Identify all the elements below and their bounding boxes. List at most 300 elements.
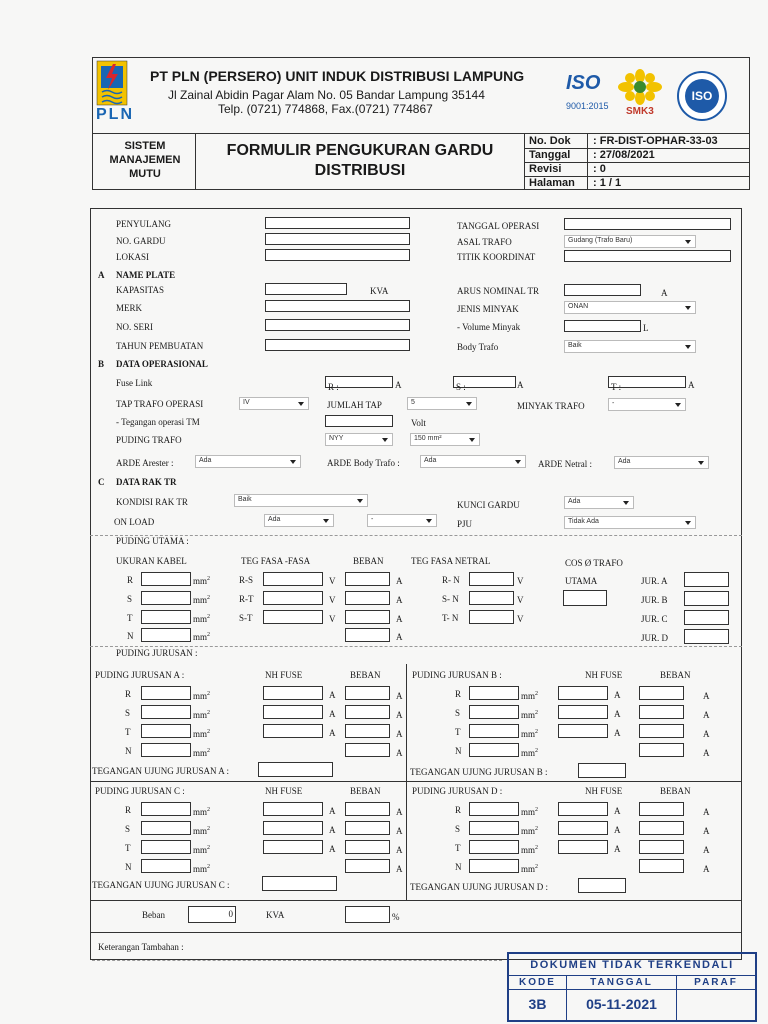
label-volume-minyak: - Volume Minyak bbox=[457, 322, 521, 332]
utama-fn-input-1[interactable] bbox=[469, 591, 514, 605]
jurusan-d-beban-unit: A bbox=[703, 807, 710, 817]
label-tahun-pembuatan: TAHUN PEMBUATAN bbox=[116, 341, 204, 351]
jurusan-b-kabel-r-input[interactable] bbox=[469, 686, 519, 700]
utama-beban-unit: A bbox=[396, 595, 403, 605]
jurusan-a-tegangan-input[interactable] bbox=[258, 762, 333, 777]
on-load-detail-select[interactable]: - bbox=[367, 514, 437, 527]
fuse-link-s-unit: A bbox=[517, 380, 524, 390]
fuse-link-r-unit: A bbox=[395, 380, 402, 390]
jurusan-c-beban-unit: A bbox=[396, 826, 403, 836]
jurusan-c-phase-label: N bbox=[125, 862, 132, 872]
label-kunci-gardu: KUNCI GARDU bbox=[457, 500, 520, 510]
jurusan-b-beban-r-input[interactable] bbox=[639, 686, 684, 700]
utama-fn-unit: V bbox=[517, 576, 524, 586]
chevron-down-icon bbox=[685, 521, 691, 525]
jurusan-d-beban-unit: A bbox=[703, 864, 710, 874]
label-puding-trafo: PUDING TRAFO bbox=[116, 435, 182, 445]
jurusan-c-beban-s-input[interactable] bbox=[345, 821, 390, 835]
utama-ff-input-1[interactable] bbox=[263, 591, 323, 605]
jurusan-b-beban-s-input[interactable] bbox=[639, 705, 684, 719]
utama-jur-label: JUR. C bbox=[641, 614, 668, 624]
jurusan-b-kabel-n-input[interactable] bbox=[469, 743, 519, 757]
label-pju: PJU bbox=[457, 519, 473, 529]
stamp-tanggal-label: TANGGAL bbox=[590, 977, 653, 988]
fuse-link-r-input[interactable]: R : bbox=[325, 376, 393, 388]
fuse-link-t-input[interactable]: T : bbox=[608, 376, 686, 388]
jurusan-b-beban-label: BEBAN bbox=[660, 670, 691, 680]
jurusan-d-kabel-unit: $mm^2$ bbox=[521, 826, 539, 836]
iso-year: 9001:2015 bbox=[566, 101, 609, 111]
puding-jurusan-title: PUDING JURUSAN : bbox=[116, 648, 198, 658]
puding-utama-title: PUDING UTAMA : bbox=[116, 536, 189, 546]
fuse-link-t-unit: A bbox=[688, 380, 695, 390]
jurusan-c-beban-n-input[interactable] bbox=[345, 859, 390, 873]
jurusan-c-phase-label: S bbox=[125, 824, 131, 834]
jurusan-d-phase-label: T bbox=[455, 843, 461, 853]
section-c-title: DATA RAK TR bbox=[116, 477, 177, 487]
certified-badge-icon bbox=[676, 70, 728, 122]
doc-meta-key-1: Tanggal bbox=[529, 149, 571, 161]
certified-badge-iso: ISO bbox=[691, 89, 713, 103]
label-tap-trafo: TAP TRAFO OPERASI bbox=[116, 399, 204, 409]
jurusan-c-nh-fuse-input-1[interactable] bbox=[263, 821, 323, 835]
jurusan-c-kabel-unit: $mm^2$ bbox=[193, 807, 211, 817]
lokasi-input[interactable] bbox=[265, 249, 410, 261]
company-phone: Telp. (0721) 774868, Fax.(0721) 774867 bbox=[218, 102, 433, 116]
utama-fn-label: R- N bbox=[442, 575, 460, 585]
iso-label: ISO bbox=[566, 72, 601, 94]
label-merk: MERK bbox=[116, 303, 143, 313]
doc-meta-table bbox=[525, 134, 750, 190]
label-jumlah-tap: JUMLAH TAP bbox=[327, 400, 382, 410]
jurusan-c-nh-fuse-input-2[interactable] bbox=[263, 840, 323, 854]
company-name: PT PLN (PERSERO) UNIT INDUK DISTRIBUSI LAMPUNG bbox=[150, 68, 525, 84]
form-title: FORMULIR PENGUKURAN GARDU DISTRIBUSI bbox=[226, 142, 494, 179]
jurusan-a-kabel-n-input[interactable] bbox=[141, 743, 191, 757]
tap-trafo-select[interactable]: IV bbox=[239, 397, 309, 410]
jurusan-a-beban-n-input[interactable] bbox=[345, 743, 390, 757]
jurusan-d-kabel-unit: $mm^2$ bbox=[521, 864, 539, 874]
label-body-trafo: Body Trafo bbox=[457, 342, 499, 352]
utama-kabel-unit: $mm^2$ bbox=[193, 576, 211, 586]
jurusan-a-kabel-unit: $mm^2$ bbox=[193, 729, 211, 739]
label-utama-beban: BEBAN bbox=[353, 556, 384, 566]
arde-body-select[interactable]: Ada bbox=[420, 455, 526, 468]
titik-koordinat-input[interactable] bbox=[564, 250, 731, 262]
chevron-down-icon bbox=[685, 306, 691, 310]
jurusan-c-beban-unit: A bbox=[396, 845, 403, 855]
jurusan-b-beban-unit: A bbox=[703, 710, 710, 720]
doc-meta-key-3: Halaman bbox=[529, 177, 575, 189]
jurusan-c-nh-fuse-label: NH FUSE bbox=[265, 786, 303, 796]
arus-nominal-input[interactable] bbox=[564, 284, 641, 296]
no-gardu-input[interactable] bbox=[265, 233, 410, 245]
penyulang-input[interactable] bbox=[265, 217, 410, 229]
utama-jur-input-1[interactable] bbox=[684, 591, 729, 606]
section-a-letter: A bbox=[98, 270, 105, 280]
jurusan-a-tegangan-label: TEGANGAN UJUNG JURUSAN A : bbox=[92, 766, 230, 776]
chevron-down-icon bbox=[466, 402, 472, 406]
jurusan-c-kabel-unit: $mm^2$ bbox=[193, 826, 211, 836]
chevron-down-icon bbox=[469, 438, 475, 442]
jurusan-b-tegangan-input[interactable] bbox=[578, 763, 626, 778]
body-trafo-select[interactable]: Baik bbox=[564, 340, 696, 353]
jurusan-b-phase-label: R bbox=[455, 689, 462, 699]
arde-arester-select[interactable]: Ada bbox=[195, 455, 301, 468]
utama-phase-label: T bbox=[127, 613, 133, 623]
doc-meta-key-0: No. Dok bbox=[529, 135, 571, 147]
label-ukuran-kabel: UKURAN KABEL bbox=[116, 556, 187, 566]
utama-fn-label: T- N bbox=[442, 613, 459, 623]
utama-fn-input-0[interactable] bbox=[469, 572, 514, 586]
stamp-title: DOKUMEN TIDAK TERKENDALI bbox=[530, 959, 734, 971]
stamp-kode-label: KODE bbox=[519, 977, 556, 988]
jurusan-d-beban-unit: A bbox=[703, 826, 710, 836]
sistem-manajemen-mutu: SISTEM MANAJEMEN MUTU bbox=[109, 140, 181, 180]
jurusan-b-tegangan-label: TEGANGAN UJUNG JURUSAN B : bbox=[410, 767, 548, 777]
jurusan-a-kabel-r-input[interactable] bbox=[141, 686, 191, 700]
utama-phase-label: S bbox=[127, 594, 133, 604]
beban-total-unit: KVA bbox=[266, 910, 285, 920]
utama-ff-label: R-S bbox=[239, 575, 254, 585]
chevron-down-icon bbox=[290, 460, 296, 464]
kapasitas-input[interactable] bbox=[265, 283, 347, 295]
section-c-letter: C bbox=[98, 477, 105, 487]
jurusan-a-beban-r-input[interactable] bbox=[345, 686, 390, 700]
utama-jur-label: JUR. B bbox=[641, 595, 668, 605]
jurusan-a-kabel-unit: $mm^2$ bbox=[193, 691, 211, 701]
utama-beban-r-input[interactable] bbox=[345, 572, 390, 586]
utama-beban-t-input[interactable] bbox=[345, 610, 390, 624]
jurusan-d-kabel-r-input[interactable] bbox=[469, 802, 519, 816]
utama-ff-label: R-T bbox=[239, 594, 254, 604]
utama-ff-unit: V bbox=[329, 576, 336, 586]
utama-kabel-unit: $mm^2$ bbox=[193, 614, 211, 624]
label-jenis-minyak: JENIS MINYAK bbox=[457, 304, 519, 314]
jurusan-a-beban-t-input[interactable] bbox=[345, 724, 390, 738]
chevron-down-icon bbox=[357, 499, 363, 503]
pln-logo-text: PLN bbox=[96, 106, 134, 123]
utama-jur-label: JUR. A bbox=[641, 576, 668, 586]
chevron-down-icon bbox=[426, 519, 432, 523]
stamp-kode-value: 3B bbox=[528, 996, 547, 1012]
label-asal-trafo: ASAL TRAFO bbox=[457, 237, 512, 247]
jurusan-a-kabel-unit: $mm^2$ bbox=[193, 748, 211, 758]
jurusan-b-beban-unit: A bbox=[703, 691, 710, 701]
jurusan-a-beban-unit: A bbox=[396, 729, 403, 739]
arde-netral-select[interactable]: Ada bbox=[614, 456, 709, 469]
label-no-seri: NO. SERI bbox=[116, 322, 154, 332]
jurusan-d-kabel-unit: $mm^2$ bbox=[521, 845, 539, 855]
jurusan-a-title: PUDING JURUSAN A : bbox=[95, 670, 185, 680]
label-arde-netral: ARDE Netral : bbox=[538, 459, 592, 469]
puding-trafo-select[interactable]: NYY bbox=[325, 433, 393, 446]
jurusan-b-kabel-t-input[interactable] bbox=[469, 724, 519, 738]
jurusan-c-kabel-r-input[interactable] bbox=[141, 802, 191, 816]
jurusan-d-beban-n-input[interactable] bbox=[639, 859, 684, 873]
iso-logo bbox=[566, 72, 609, 111]
jurusan-b-nh-fuse-unit: A bbox=[614, 690, 621, 700]
jurusan-c-beban-unit: A bbox=[396, 864, 403, 874]
label-lokasi: LOKASI bbox=[116, 252, 149, 262]
utama-kabel-r-input[interactable] bbox=[141, 572, 191, 586]
jurusan-c-kabel-unit: $mm^2$ bbox=[193, 864, 211, 874]
jurusan-c-tegangan-input[interactable] bbox=[262, 876, 337, 891]
jurusan-d-kabel-n-input[interactable] bbox=[469, 859, 519, 873]
label-penyulang: PENYULANG bbox=[116, 219, 171, 229]
utama-kabel-unit: $mm^2$ bbox=[193, 632, 211, 642]
doc-meta-val-3: : 1 / 1 bbox=[593, 177, 622, 189]
minyak-trafo-select[interactable]: - bbox=[608, 398, 686, 411]
pju-select[interactable]: Tidak Ada bbox=[564, 516, 696, 529]
utama-fn-label: S- N bbox=[442, 594, 459, 604]
jurusan-b-kabel-unit: $mm^2$ bbox=[521, 710, 539, 720]
beban-total-input[interactable]: 0 bbox=[188, 906, 236, 923]
tanggal-operasi-input[interactable] bbox=[564, 218, 731, 230]
doc-meta-val-1: : 27/08/2021 bbox=[593, 149, 655, 161]
utama-jur-label: JUR. D bbox=[641, 633, 669, 643]
kunci-gardu-select[interactable]: Ada bbox=[564, 496, 634, 509]
jurusan-c-beban-label: BEBAN bbox=[350, 786, 381, 796]
jurusan-a-kabel-unit: $mm^2$ bbox=[193, 710, 211, 720]
jurusan-d-phase-label: N bbox=[455, 862, 462, 872]
utama-phase-label: N bbox=[127, 631, 134, 641]
jurusan-b-nh-fuse-unit: A bbox=[614, 728, 621, 738]
doc-meta-key-2: Revisi bbox=[529, 163, 562, 175]
utama-beban-n-input[interactable] bbox=[345, 628, 390, 642]
no-seri-input[interactable] bbox=[265, 319, 410, 331]
jurusan-a-phase-label: R bbox=[125, 689, 132, 699]
utama-ff-unit: V bbox=[329, 614, 336, 624]
utama-beban-unit: A bbox=[396, 632, 403, 642]
label-kapasitas: KAPASITAS bbox=[116, 285, 164, 295]
jurusan-c-beban-t-input[interactable] bbox=[345, 840, 390, 854]
utama-ff-unit: V bbox=[329, 595, 336, 605]
jurusan-d-kabel-t-input[interactable] bbox=[469, 840, 519, 854]
beban-percent-input[interactable] bbox=[345, 906, 390, 923]
utama-fn-unit: V bbox=[517, 614, 524, 624]
jurusan-d-nh-fuse-input-2[interactable] bbox=[558, 840, 608, 854]
puding-trafo-size-select[interactable]: 150 mm² bbox=[410, 433, 480, 446]
tegangan-tm-input[interactable] bbox=[325, 415, 393, 427]
jurusan-a-beban-s-input[interactable] bbox=[345, 705, 390, 719]
jurusan-d-beban-t-input[interactable] bbox=[639, 840, 684, 854]
jurusan-d-kabel-unit: $mm^2$ bbox=[521, 807, 539, 817]
jurusan-c-phase-label: R bbox=[125, 805, 132, 815]
utama-kabel-t-input[interactable] bbox=[141, 610, 191, 624]
label-no-gardu: NO. GARDU bbox=[116, 236, 166, 246]
label-utama: UTAMA bbox=[565, 576, 598, 586]
label-teg-fasa-netral: TEG FASA NETRAL bbox=[411, 556, 491, 566]
jurusan-a-beban-unit: A bbox=[396, 710, 403, 720]
jurusan-d-nh-fuse-unit: A bbox=[614, 844, 621, 854]
jurusan-b-nh-fuse-unit: A bbox=[614, 709, 621, 719]
smk3-logo bbox=[612, 68, 668, 118]
label-cos-trafo: COS Ø TRAFO bbox=[565, 558, 623, 568]
label-beban-total: Beban bbox=[142, 910, 165, 920]
jurusan-d-tegangan-input[interactable] bbox=[578, 878, 626, 893]
volume-minyak-input[interactable] bbox=[564, 320, 641, 332]
doc-meta-val-0: : FR-DIST-OPHAR-33-03 bbox=[593, 135, 718, 147]
jurusan-a-kabel-s-input[interactable] bbox=[141, 705, 191, 719]
utama-ff-input-0[interactable] bbox=[263, 572, 323, 586]
jurusan-c-kabel-t-input[interactable] bbox=[141, 840, 191, 854]
label-on-load: ON LOAD bbox=[114, 517, 155, 527]
jurusan-d-tegangan-label: TEGANGAN UJUNG JURUSAN D : bbox=[410, 882, 549, 892]
jurusan-b-phase-label: N bbox=[455, 746, 462, 756]
jurusan-c-kabel-s-input[interactable] bbox=[141, 821, 191, 835]
jurusan-c-beban-unit: A bbox=[396, 807, 403, 817]
chevron-down-icon bbox=[623, 501, 629, 505]
kondisi-rak-select[interactable]: Baik bbox=[234, 494, 368, 507]
kapasitas-unit: KVA bbox=[370, 286, 389, 296]
utama-kabel-unit: $mm^2$ bbox=[193, 595, 211, 605]
section-b-title: DATA OPERASIONAL bbox=[116, 359, 208, 369]
cos-utama-input[interactable] bbox=[563, 590, 607, 606]
label-arus-nominal: ARUS NOMINAL TR bbox=[457, 286, 540, 296]
utama-jur-input-3[interactable] bbox=[684, 629, 729, 644]
label-tegangan-tm: - Tegangan operasi TM bbox=[116, 417, 200, 427]
chevron-down-icon bbox=[323, 519, 329, 523]
jurusan-d-beban-label: BEBAN bbox=[660, 786, 691, 796]
beban-percent-unit: % bbox=[392, 912, 400, 922]
uncontrolled-doc-stamp bbox=[507, 952, 757, 1022]
label-tanggal-operasi: TANGGAL OPERASI bbox=[457, 221, 540, 231]
jurusan-a-beban-unit: A bbox=[396, 748, 403, 758]
chevron-down-icon bbox=[685, 240, 691, 244]
jurusan-b-phase-label: S bbox=[455, 708, 461, 718]
jurusan-d-beban-r-input[interactable] bbox=[639, 802, 684, 816]
chevron-down-icon bbox=[382, 438, 388, 442]
label-keterangan: Keterangan Tambahan : bbox=[98, 942, 184, 952]
utama-beban-s-input[interactable] bbox=[345, 591, 390, 605]
jurusan-d-phase-label: S bbox=[455, 824, 461, 834]
volume-minyak-unit: L bbox=[643, 323, 649, 333]
stamp-tanggal-value: 05-11-2021 bbox=[586, 996, 657, 1012]
jurusan-a-nh-fuse-unit: A bbox=[329, 709, 336, 719]
asal-trafo-select[interactable]: Gudang (Trafo Baru) bbox=[564, 235, 696, 248]
jurusan-d-title: PUDING JURUSAN D : bbox=[412, 786, 503, 796]
jurusan-a-nh-fuse-unit: A bbox=[329, 728, 336, 738]
jurusan-b-phase-label: T bbox=[455, 727, 461, 737]
doc-meta-val-2: : 0 bbox=[593, 163, 606, 175]
jurusan-b-nh-fuse-input-1[interactable] bbox=[558, 705, 608, 719]
utama-jur-input-0[interactable] bbox=[684, 572, 729, 587]
utama-phase-label: R bbox=[127, 575, 134, 585]
tegangan-tm-unit: Volt bbox=[411, 418, 426, 428]
jurusan-c-tegangan-label: TEGANGAN UJUNG JURUSAN C : bbox=[92, 880, 230, 890]
utama-fn-input-2[interactable] bbox=[469, 610, 514, 624]
jurusan-c-title: PUDING JURUSAN C : bbox=[95, 786, 185, 796]
jurusan-a-phase-label: N bbox=[125, 746, 132, 756]
jurusan-a-beban-unit: A bbox=[396, 691, 403, 701]
jurusan-d-nh-fuse-input-1[interactable] bbox=[558, 821, 608, 835]
jurusan-b-nh-fuse-label: NH FUSE bbox=[585, 670, 623, 680]
label-arde-arester: ARDE Arester : bbox=[116, 458, 174, 468]
jurusan-c-nh-fuse-unit: A bbox=[329, 844, 336, 854]
chevron-down-icon bbox=[685, 345, 691, 349]
jurusan-d-nh-fuse-unit: A bbox=[614, 806, 621, 816]
jurusan-b-beban-n-input[interactable] bbox=[639, 743, 684, 757]
merk-input[interactable] bbox=[265, 300, 410, 312]
jurusan-d-phase-label: R bbox=[455, 805, 462, 815]
jurusan-a-nh-fuse-unit: A bbox=[329, 690, 336, 700]
jurusan-a-beban-label: BEBAN bbox=[350, 670, 381, 680]
jurusan-b-kabel-unit: $mm^2$ bbox=[521, 691, 539, 701]
jurusan-b-nh-fuse-input-0[interactable] bbox=[558, 686, 608, 700]
label-titik-koordinat: TITIK KOORDINAT bbox=[457, 252, 536, 262]
jurusan-d-beban-unit: A bbox=[703, 845, 710, 855]
section-a-title: NAME PLATE bbox=[116, 270, 176, 280]
utama-ff-label: S-T bbox=[239, 613, 253, 623]
jurusan-b-kabel-s-input[interactable] bbox=[469, 705, 519, 719]
label-arde-body: ARDE Body Trafo : bbox=[327, 458, 400, 468]
jurusan-a-nh-fuse-input-1[interactable] bbox=[263, 705, 323, 719]
label-kondisi-rak: KONDISI RAK TR bbox=[116, 497, 188, 507]
jumlah-tap-select[interactable]: 5 bbox=[407, 397, 477, 410]
chevron-down-icon bbox=[515, 460, 521, 464]
company-address: Jl Zainal Abidin Pagar Alam No. 05 Bandar Lampung 35144 bbox=[168, 88, 485, 102]
stamp-paraf-label: PARAF bbox=[694, 977, 738, 988]
jurusan-c-beban-r-input[interactable] bbox=[345, 802, 390, 816]
tahun-pembuatan-input[interactable] bbox=[265, 339, 410, 351]
jurusan-b-beban-unit: A bbox=[703, 729, 710, 739]
jurusan-a-nh-fuse-label: NH FUSE bbox=[265, 670, 303, 680]
jurusan-b-nh-fuse-input-2[interactable] bbox=[558, 724, 608, 738]
utama-kabel-n-input[interactable] bbox=[141, 628, 191, 642]
jurusan-a-phase-label: S bbox=[125, 708, 131, 718]
label-minyak-trafo: MINYAK TRAFO bbox=[517, 401, 585, 411]
jurusan-d-nh-fuse-label: NH FUSE bbox=[585, 786, 623, 796]
jurusan-c-kabel-unit: $mm^2$ bbox=[193, 845, 211, 855]
jurusan-d-kabel-s-input[interactable] bbox=[469, 821, 519, 835]
jurusan-a-phase-label: T bbox=[125, 727, 131, 737]
utama-kabel-s-input[interactable] bbox=[141, 591, 191, 605]
chevron-down-icon bbox=[698, 461, 704, 465]
jurusan-b-kabel-unit: $mm^2$ bbox=[521, 729, 539, 739]
on-load-select[interactable]: Ada bbox=[264, 514, 334, 527]
fuse-link-s-input[interactable]: S : bbox=[453, 376, 516, 388]
jurusan-a-nh-fuse-input-2[interactable] bbox=[263, 724, 323, 738]
jurusan-d-nh-fuse-input-0[interactable] bbox=[558, 802, 608, 816]
jurusan-c-kabel-n-input[interactable] bbox=[141, 859, 191, 873]
jurusan-a-kabel-t-input[interactable] bbox=[141, 724, 191, 738]
jurusan-c-nh-fuse-input-0[interactable] bbox=[263, 802, 323, 816]
jurusan-b-beban-t-input[interactable] bbox=[639, 724, 684, 738]
chevron-down-icon bbox=[298, 402, 304, 406]
jurusan-a-nh-fuse-input-0[interactable] bbox=[263, 686, 323, 700]
jurusan-d-beban-s-input[interactable] bbox=[639, 821, 684, 835]
jurusan-b-beban-unit: A bbox=[703, 748, 710, 758]
label-fuse-link: Fuse Link bbox=[116, 378, 153, 388]
jurusan-b-title: PUDING JURUSAN B : bbox=[412, 670, 502, 680]
smk3-label: SMK3 bbox=[626, 106, 654, 117]
label-teg-fasa-fasa: TEG FASA -FASA bbox=[241, 556, 311, 566]
jurusan-c-nh-fuse-unit: A bbox=[329, 825, 336, 835]
utama-jur-input-2[interactable] bbox=[684, 610, 729, 625]
jurusan-d-nh-fuse-unit: A bbox=[614, 825, 621, 835]
jurusan-c-nh-fuse-unit: A bbox=[329, 806, 336, 816]
arus-nominal-unit: A bbox=[661, 288, 668, 298]
section-b-letter: B bbox=[98, 359, 105, 369]
utama-fn-unit: V bbox=[517, 595, 524, 605]
utama-ff-input-2[interactable] bbox=[263, 610, 323, 624]
jurusan-c-phase-label: T bbox=[125, 843, 131, 853]
jurusan-b-kabel-unit: $mm^2$ bbox=[521, 748, 539, 758]
utama-beban-unit: A bbox=[396, 614, 403, 624]
jenis-minyak-select[interactable]: ONAN bbox=[564, 301, 696, 314]
chevron-down-icon bbox=[675, 403, 681, 407]
